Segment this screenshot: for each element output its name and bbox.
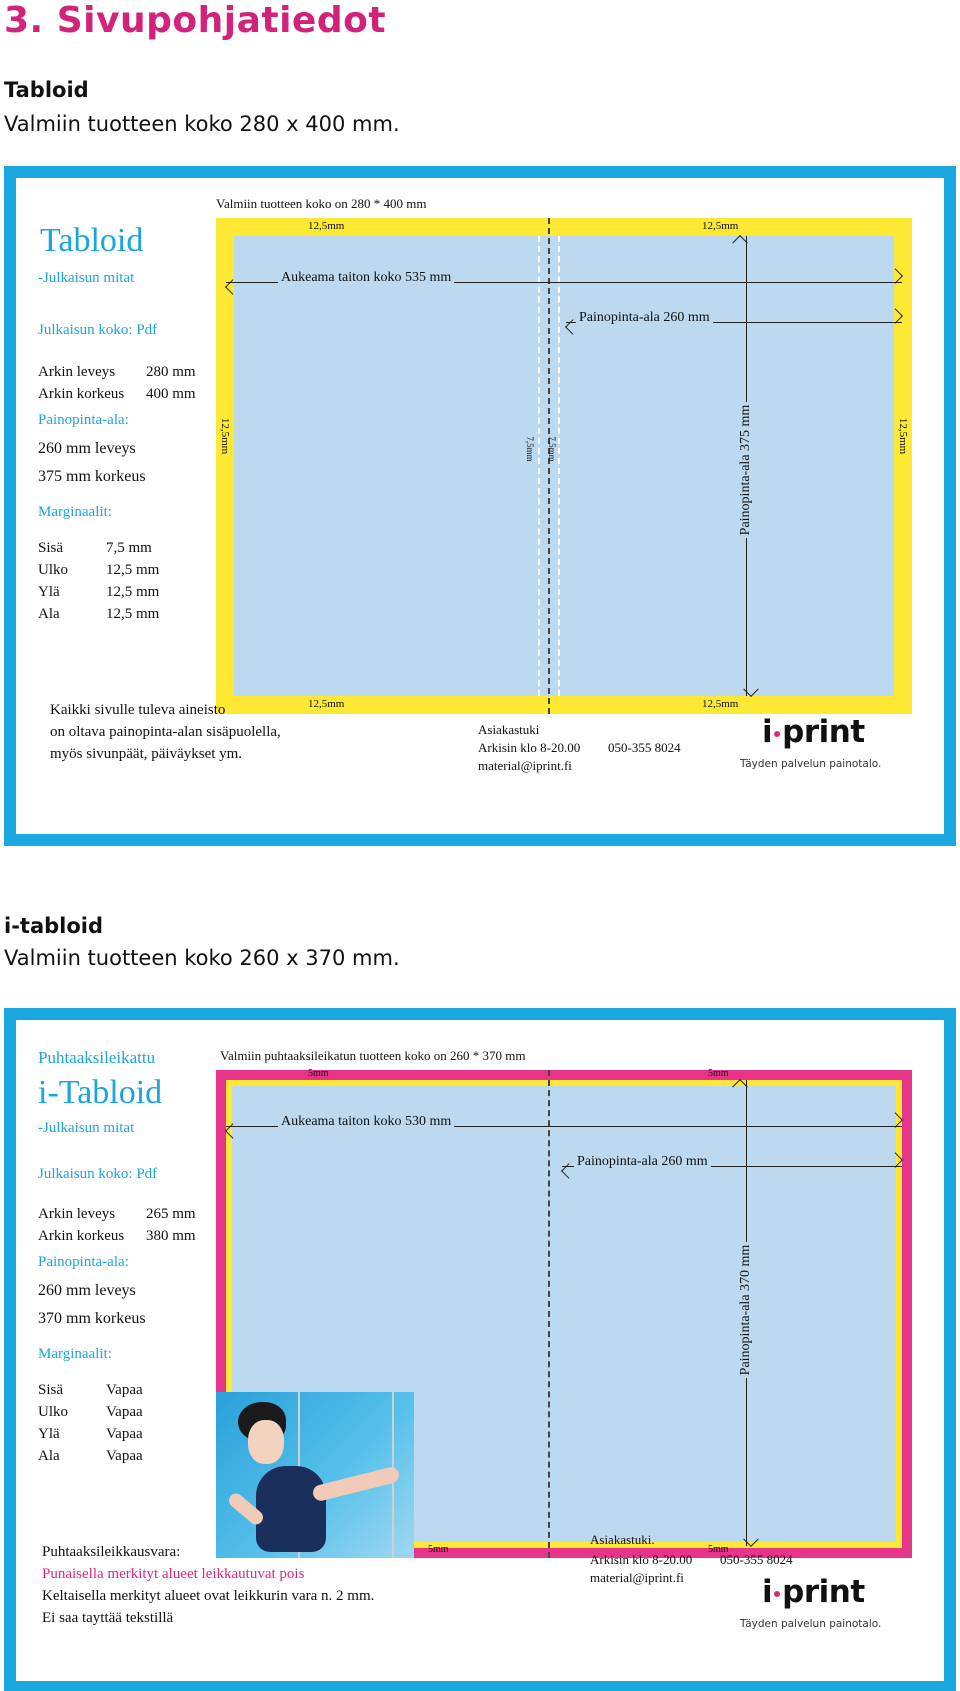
tabloid-subtitle: -Julkaisun mitat: [38, 270, 135, 286]
itabloid-margin-outer-value: Vapaa: [106, 1404, 143, 1420]
tabloid-print-height: 375 mm korkeus: [38, 468, 146, 485]
itabloid-bleed-bottom-right-label: 5mm: [708, 1544, 729, 1555]
itabloid-margin-top-label: Ylä: [38, 1426, 60, 1442]
tabloid-format: Julkaisun koko: Pdf: [38, 322, 158, 338]
itabloid-sheet-inner: [16, 1020, 944, 1681]
tabloid-top-caption: Valmiin tuotteen koko on 280 * 400 mm: [216, 196, 427, 211]
tabloid-margin-right-side-label: 12,5mm: [897, 417, 909, 455]
iprint-logo: i print: [762, 714, 865, 750]
iprint-tagline: Täyden palvelun painotalo.: [740, 758, 882, 770]
tabloid-margins-heading: Marginaalit:: [38, 504, 112, 520]
tabloid-margin-inner-label: Sisä: [38, 540, 64, 556]
itabloid-support-email: material@iprint.fi: [590, 1570, 684, 1585]
tabloid-margin-bottom-label: Ala: [38, 606, 60, 622]
tabloid-margin-frame: [216, 218, 912, 714]
tabloid-print-area-heading: Painopinta-ala:: [38, 412, 129, 428]
itabloid-sheet-width-label: Arkin leveys: [38, 1206, 116, 1222]
tabloid-inner-margin-left-label: 7,5mm: [525, 436, 535, 462]
itabloid-description: Valmiin tuotteen koko 260 x 370 mm.: [4, 946, 400, 970]
tabloid-margin-outer-value: 12,5 mm: [106, 562, 160, 578]
tabloid-sheet-height-value: 400 mm: [146, 386, 196, 402]
tabloid-support-hours: Arkisin klo 8-20.00: [478, 740, 581, 755]
page-title: 3. Sivupohjatiedot: [4, 0, 387, 41]
itabloid-margin-outer-label: Ulko: [38, 1404, 68, 1420]
itabloid-bleed-top-right-label: 5mm: [708, 1068, 729, 1079]
tabloid-margin-top-label: Ylä: [38, 584, 60, 600]
tabloid-print-height-label: Painopinta-ala 375 mm: [738, 370, 754, 570]
sample-photo-image: [216, 1392, 414, 1558]
tabloid-sheet-inner: [16, 178, 944, 834]
tabloid-margin-outer-label: Ulko: [38, 562, 68, 578]
itabloid-spread-label: Aukeama taiton koko 530 mm: [278, 1114, 454, 1130]
itabloid-bleed-frame: [216, 1070, 912, 1558]
tabloid-inner-margin-left-line: [538, 236, 540, 696]
tabloid-note-line-3: myös sivunpäät, päiväykset ym.: [50, 746, 243, 762]
itabloid-format: Julkaisun koko: Pdf: [38, 1166, 158, 1182]
itabloid-name: i-Tabloid: [38, 1074, 163, 1111]
itabloid-margin-inner-value: Vapaa: [106, 1382, 143, 1398]
itabloid-support-title: Asiakastuki.: [590, 1532, 655, 1547]
iprint-tagline-2: Täyden palvelun painotalo.: [740, 1618, 882, 1630]
tabloid-margin-bottom-value: 12,5 mm: [106, 606, 160, 622]
itabloid-print-width: 260 mm leveys: [38, 1282, 136, 1299]
itabloid-top-caption: Valmiin puhtaaksileikatun tuotteen koko on 260 * 370 mm: [220, 1048, 526, 1063]
itabloid-print-area-heading: Painopinta-ala:: [38, 1254, 129, 1270]
tabloid-inner-margin-right-label: 7,5mm: [547, 436, 557, 462]
itabloid-support-hours: Arkisin klo 8-20.00: [590, 1552, 693, 1567]
tabloid-name: Tabloid: [40, 222, 144, 259]
tabloid-support-email: material@iprint.fi: [478, 758, 572, 773]
tabloid-margin-bottom-left-label: 12,5mm: [308, 698, 345, 710]
itabloid-support-phone: 050-355 8024: [720, 1552, 793, 1567]
itabloid-bleed-bottom-left-label: 5mm: [428, 1544, 449, 1555]
itabloid-bleed-yellow-note: Keltaisella merkityt alueet ovat leikkurin vara n. 2 mm.: [42, 1588, 375, 1604]
tabloid-template-sheet: [4, 166, 956, 846]
logo-dot-icon: [774, 731, 780, 737]
tabloid-margin-top-left-label: 12,5mm: [308, 220, 345, 232]
tabloid-sheet-width-label: Arkin leveys: [38, 364, 116, 380]
itabloid-bleed-top-left-label: 5mm: [308, 1068, 329, 1079]
logo-dot-icon: [774, 1591, 780, 1597]
itabloid-print-height-label: Painopinta-ala 370 mm: [738, 1210, 754, 1410]
itabloid-sheet-height-value: 380 mm: [146, 1228, 196, 1244]
itabloid-template-sheet: [4, 1008, 956, 1691]
tabloid-note-line-1: Kaikki sivulle tuleva aineisto: [50, 702, 226, 718]
tabloid-margin-bottom-right-label: 12,5mm: [702, 698, 739, 710]
tabloid-support-title: Asiakastuki: [478, 722, 540, 737]
tabloid-sheet-height-label: Arkin korkeus: [38, 386, 125, 402]
tabloid-spread-label: Aukeama taiton koko 535 mm: [278, 270, 454, 286]
itabloid-bleed-note: Ei saa tayttää tekstillä: [42, 1610, 174, 1626]
itabloid-fold-line: [548, 1070, 550, 1558]
tabloid-support-phone: 050-355 8024: [608, 740, 681, 755]
itabloid-subtitle: -Julkaisun mitat: [38, 1120, 135, 1136]
tabloid-description: Valmiin tuotteen koko 280 x 400 mm.: [4, 112, 400, 136]
tabloid-margin-top-value: 12,5 mm: [106, 584, 160, 600]
tabloid-sheet-width-value: 280 mm: [146, 364, 196, 380]
itabloid-print-width-label: Painopinta-ala 260 mm: [574, 1154, 711, 1170]
itabloid-sheet-width-value: 265 mm: [146, 1206, 196, 1222]
tabloid-print-width: 260 mm leveys: [38, 440, 136, 457]
itabloid-margin-bottom-value: Vapaa: [106, 1448, 143, 1464]
itabloid-bleed-red-note: Punaisella merkityt alueet leikkautuvat pois: [42, 1566, 305, 1582]
tabloid-margin-top-right-label: 12,5mm: [702, 220, 739, 232]
itabloid-print-height: 370 mm korkeus: [38, 1310, 146, 1327]
tabloid-inner-margin-right-line: [558, 236, 560, 696]
itabloid-margin-top-value: Vapaa: [106, 1426, 143, 1442]
tabloid-margin-left-side-label: 12,5mm: [219, 417, 231, 455]
tabloid-print-area: [234, 236, 894, 696]
itabloid-sheet-height-label: Arkin korkeus: [38, 1228, 125, 1244]
itabloid-margin-inner-label: Sisä: [38, 1382, 64, 1398]
tabloid-print-width-label: Painopinta-ala 260 mm: [576, 310, 713, 326]
iprint-logo-2: i print: [762, 1574, 865, 1610]
itabloid-kicker: Puhtaaksileikattu: [38, 1048, 156, 1067]
tabloid-note-line-2: on oltava painopinta-alan sisäpuolella,: [50, 724, 281, 740]
itabloid-margins-heading: Marginaalit:: [38, 1346, 112, 1362]
itabloid-bleed-title: Puhtaaksileikkausvara:: [42, 1544, 181, 1560]
itabloid-margin-bottom-label: Ala: [38, 1448, 60, 1464]
tabloid-margin-inner-value: 7,5 mm: [106, 540, 152, 556]
tabloid-title: Tabloid: [4, 78, 89, 102]
itabloid-title: i-tabloid: [4, 914, 104, 938]
